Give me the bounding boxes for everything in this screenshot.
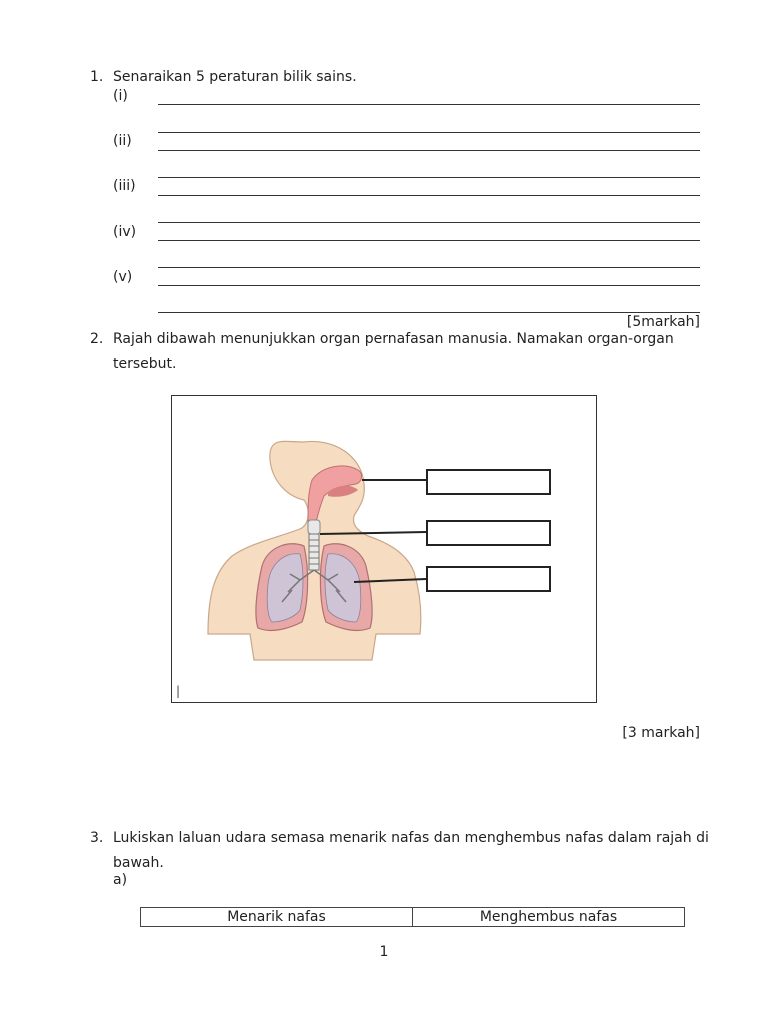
q1-item-label: (i) — [113, 88, 128, 104]
q1-marks: [5markah] — [626, 314, 700, 330]
answer-line[interactable] — [158, 132, 700, 133]
answer-line[interactable] — [158, 285, 700, 286]
q1-item-label: (v) — [113, 269, 133, 285]
answer-line[interactable] — [158, 177, 700, 178]
breathing-table — [140, 907, 685, 927]
label-box-trachea[interactable] — [426, 520, 551, 546]
answer-line[interactable] — [158, 267, 700, 268]
page-number: 1 — [379, 944, 389, 960]
q2-number: 2. — [90, 331, 104, 347]
q2-text-line1: Rajah dibawah menunjukkan organ pernafasan manusia. Namakan organ-organ — [113, 331, 674, 347]
q1-number: 1. — [90, 69, 104, 85]
answer-line[interactable] — [158, 312, 700, 313]
table-row — [141, 908, 685, 927]
label-box-lungs[interactable] — [426, 566, 551, 592]
q3-number: 3. — [90, 830, 104, 846]
figure-cursor-mark: | — [176, 684, 181, 698]
q1-item-label: (iv) — [113, 224, 137, 240]
respiratory-system-illustration — [172, 396, 597, 703]
q3-text-line2: bawah. — [113, 855, 164, 871]
answer-line[interactable] — [158, 222, 700, 223]
table-header-inhale: Menarik nafas — [141, 908, 413, 927]
q2-text-line2: tersebut. — [113, 356, 177, 372]
q3-text-line1: Lukiskan laluan udara semasa menarik nafas dan menghembus nafas dalam rajah di — [113, 830, 709, 846]
answer-line[interactable] — [158, 195, 700, 196]
label-box-nasal[interactable] — [426, 469, 551, 495]
respiratory-figure — [171, 395, 597, 703]
q2-marks: [3 markah] — [622, 725, 700, 741]
answer-line[interactable] — [158, 150, 700, 151]
q1-item-label: (ii) — [113, 133, 132, 149]
q3-sub-label: a) — [113, 872, 128, 888]
table-header-exhale: Menghembus nafas — [413, 908, 685, 927]
q1-item-label: (iii) — [113, 178, 136, 194]
answer-line[interactable] — [158, 240, 700, 241]
q1-text: Senaraikan 5 peraturan bilik sains. — [113, 69, 357, 85]
larynx — [308, 520, 320, 534]
answer-line[interactable] — [158, 104, 700, 105]
